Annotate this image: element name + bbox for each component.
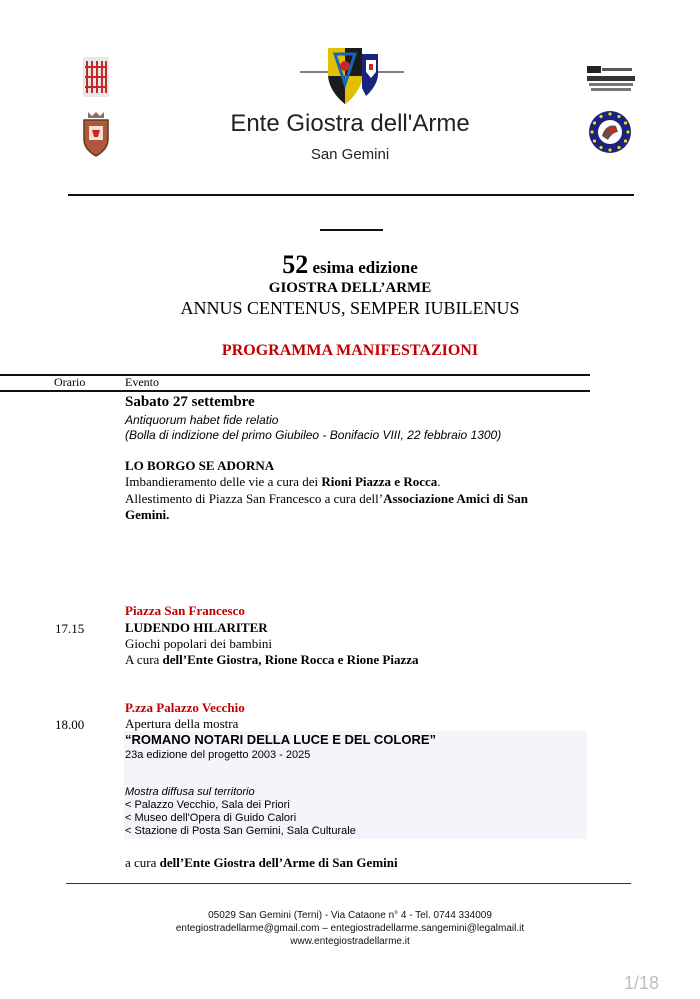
day-date: Sabato 27 settembre	[125, 394, 255, 410]
event2-description: Apertura della mostra	[125, 716, 239, 731]
exhibition-diffusa: Mostra diffusa sul territorio	[125, 786, 255, 798]
day-quote: Antiquorum habet fide relatio	[125, 413, 279, 427]
programma-heading: PROGRAMMA MANIFESTAZIONI	[221, 342, 479, 359]
column-header-event: Evento	[125, 375, 159, 389]
page-subtitle: San Gemini	[310, 146, 390, 163]
giostra-shield-logo	[300, 40, 404, 110]
event1-time: 17.15	[55, 621, 85, 636]
exhibition-location: < Palazzo Vecchio, Sala dei Priori	[125, 799, 290, 811]
borgo-line-1	[125, 474, 441, 490]
header-divider	[68, 194, 634, 196]
footer-address: 05029 San Gemini (Terni) - Via Cataone n° 4 - Tel. 0744 334009	[208, 910, 492, 921]
event1-title: LUDENDO HILARITER	[125, 620, 268, 635]
column-header-time: Orario	[54, 375, 86, 389]
table-top-rule	[0, 374, 590, 376]
borgo-line-2	[125, 491, 528, 507]
borgo-rioni: Rioni Piazza e Rocca	[321, 474, 438, 489]
event2-organizer	[125, 855, 398, 871]
borgo-line-2-text: Allestimento di Piazza San Francesco a cura dell’	[125, 491, 384, 506]
event2-organizer-prefix: a cura	[125, 855, 160, 870]
footer-website[interactable]: www.entegiostradellarme.it	[290, 936, 410, 947]
borgo-line-1-text: Imbandieramento delle vie a cura dei	[125, 474, 322, 489]
federation-logo	[587, 66, 635, 96]
edition-number: 52	[282, 250, 309, 279]
event2-time: 18.00	[55, 717, 85, 732]
event1-place: Piazza San Francesco	[125, 603, 245, 618]
event-name: GIOSTRA DELL’ARME	[268, 280, 432, 296]
exhibition-location: < Stazione di Posta San Gemini, Sala Culturale	[125, 825, 356, 837]
borgo-line-3: Gemini.	[125, 507, 170, 522]
table-header-rule	[0, 390, 590, 392]
page-title: Ente Giostra dell'Arme	[230, 110, 470, 137]
footer-emails: entegiostradellarme@gmail.com – entegiostradellarme.sangemini@legalmail.it	[175, 923, 525, 934]
footer-divider	[66, 883, 631, 884]
short-divider	[320, 229, 383, 231]
event2-place: P.zza Palazzo Vecchio	[125, 700, 245, 715]
edition-motto: ANNUS CENTENUS, SEMPER IUBILENUS	[180, 298, 520, 318]
borgo-associazione: Associazione Amici di San	[383, 491, 528, 506]
event1-description: Giochi popolari dei bambini	[125, 636, 272, 651]
city-bars-logo	[83, 57, 109, 97]
page-indicator: 1/18	[624, 973, 660, 993]
edition-suffix: esima edizione	[308, 258, 418, 277]
exhibition-edition: 23a edizione del progetto 2003 - 2025	[125, 749, 311, 761]
exhibition-location: < Museo dell'Opera di Guido Calori	[125, 812, 297, 824]
exhibition-title: “ROMANO NOTARI DELLA LUCE E DEL COLORE”	[125, 732, 437, 747]
event2-organizer-name: dell’Ente Giostra dell’Arme di San Gemini	[159, 855, 398, 870]
event1-organizer-prefix: A cura	[125, 652, 163, 667]
event1-organizer-name: dell’Ente Giostra, Rione Rocca e Rione Piazza	[162, 652, 419, 667]
borgo-line-1-end: .	[437, 474, 441, 489]
edition-heading	[0, 250, 700, 280]
borgo-title: LO BORGO SE ADORNA	[125, 458, 275, 473]
day-quote-reference: (Bolla di indizione del primo Giubileo - Bonifacio VIII, 22 febbraio 1300)	[125, 428, 502, 442]
event1-organizer	[125, 652, 419, 668]
